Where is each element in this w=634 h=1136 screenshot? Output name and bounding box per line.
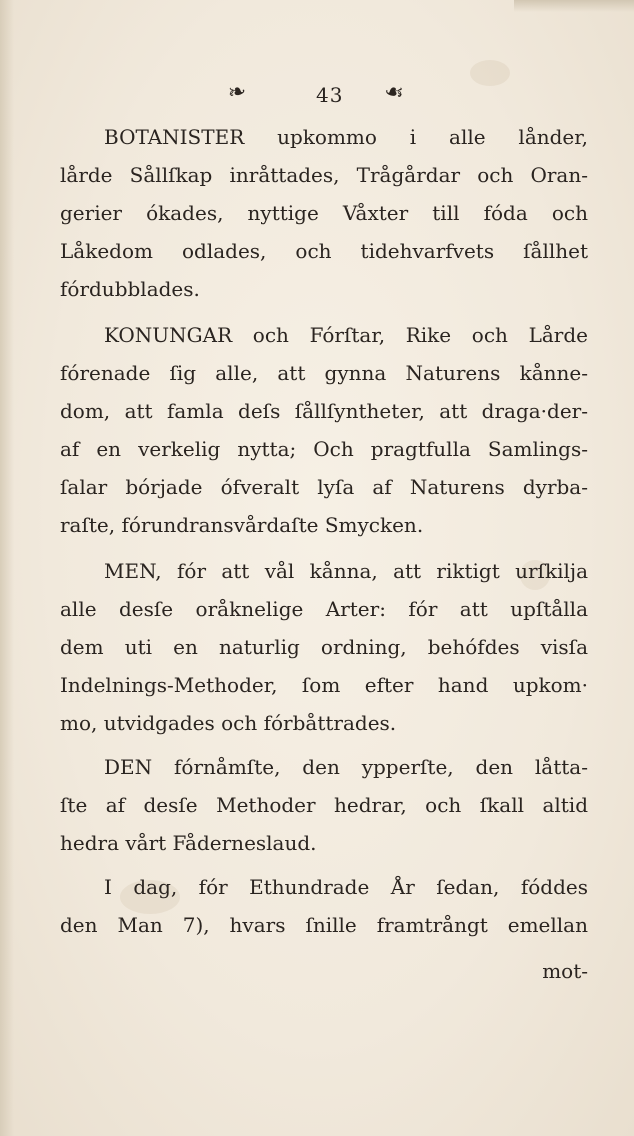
text-line: ſalar bórjade ófveralt lyſa af Naturens dyrba- — [60, 475, 588, 499]
text-line: alle desſe oråknelige Arter: fór att upſtålla — [60, 597, 588, 621]
page-header — [0, 80, 634, 110]
text-line: fórenade ſig alle, att gynna Naturens kånne- — [60, 361, 588, 385]
text-line: BOTANISTER upkommo i alle lånder, — [104, 125, 588, 149]
text-line: hedra vårt Fåderneslaud. — [60, 831, 317, 855]
text-line: DEN fórnåmſte, den ypperſte, den låtta- — [104, 755, 588, 779]
text-line: I dag, fór Ethundrade År ſedan, fóddes — [104, 875, 588, 899]
text-line: af en verkelig nytta; Och pragtfulla Samlings- — [60, 437, 588, 461]
text-line: Indelnings-Methoder, ſom efter hand upkom· — [60, 673, 588, 697]
text-line: Låkedom odlades, och tidehvarfvets ſållhet — [60, 239, 588, 263]
page-number: 43 — [316, 83, 344, 107]
text-line: gerier ókades, nyttige Våxter till fóda och — [60, 201, 588, 225]
catchword: mot- — [542, 959, 588, 983]
text-line: dem uti en naturlig ordning, behófdes visſa — [60, 635, 588, 659]
text-line: lårde Sållſkap inråttades, Trågårdar och Oran- — [60, 163, 588, 187]
text-line: den Man 7), hvars ſnille framtrångt emellan — [60, 913, 588, 937]
ornament-left-icon: ❧ — [225, 78, 249, 107]
text-line: dom, att famla deſs ſållſyntheter, att draga·der- — [60, 399, 588, 423]
paragraph-i-dag — [60, 868, 588, 944]
body-text — [60, 118, 588, 990]
text-line: KONUNGAR och Fórſtar, Rike och Lårde — [104, 323, 588, 347]
text-line: ſte af desſe Methoder hedrar, och ſkall altid — [60, 793, 588, 817]
paragraph-konungar — [60, 316, 588, 544]
binding-shadow — [0, 0, 14, 1136]
text-line: fórdubblades. — [60, 277, 200, 301]
paragraph-botanister — [60, 118, 588, 308]
text-line: mo, utvidgades och fórbåttrades. — [60, 711, 397, 735]
paragraph-den — [60, 748, 588, 862]
text-line: MEN, fór att vål kånna, att riktigt urſkilja — [104, 559, 588, 583]
paragraph-men — [60, 552, 588, 742]
ornament-right-icon: ☙ — [382, 78, 406, 107]
text-line: raſte, fórundransvårdaſte Smycken. — [60, 513, 424, 537]
page-edge — [514, 0, 634, 12]
